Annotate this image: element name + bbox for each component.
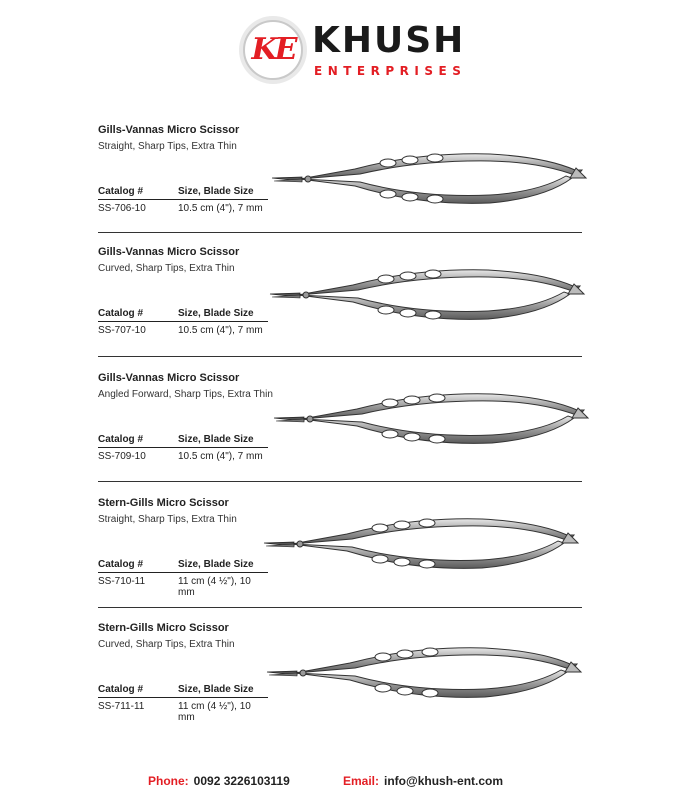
size-header: Size, Blade Size xyxy=(178,434,254,445)
email-address[interactable]: info@khush-ent.com xyxy=(384,774,504,788)
product-entry xyxy=(0,246,689,366)
spec-table xyxy=(98,186,268,214)
product-entry xyxy=(0,622,689,742)
spec-header-row xyxy=(98,559,268,573)
spec-header-row xyxy=(98,186,268,200)
catalog-header: Catalog # xyxy=(98,186,144,197)
spec-header-row xyxy=(98,308,268,322)
scissor-image xyxy=(265,642,585,704)
size-value: 11 cm (4 ½"), 10 mm xyxy=(178,576,251,598)
product-entry xyxy=(0,372,689,492)
spec-table xyxy=(98,559,268,598)
section-divider xyxy=(98,356,582,357)
product-description: Curved, Sharp Tips, Extra Thin xyxy=(98,639,235,650)
size-value: 11 cm (4 ½"), 10 mm xyxy=(178,701,251,723)
catalog-number: SS-709-10 xyxy=(98,451,146,462)
email-contact xyxy=(343,774,503,788)
size-header: Size, Blade Size xyxy=(178,186,254,197)
scissor-image xyxy=(262,513,582,575)
spec-table xyxy=(98,434,268,462)
size-header: Size, Blade Size xyxy=(178,308,254,319)
spec-header-row xyxy=(98,434,268,448)
catalog-header: Catalog # xyxy=(98,308,144,319)
phone-label: Phone: xyxy=(148,774,189,788)
spec-row xyxy=(98,573,268,598)
catalog-header: Catalog # xyxy=(98,684,144,695)
size-value: 10.5 cm (4"), 7 mm xyxy=(178,451,263,462)
spec-row xyxy=(98,698,268,723)
product-entry xyxy=(0,124,689,244)
catalog-number: SS-706-10 xyxy=(98,203,146,214)
brand-subtitle: ENTERPRISES xyxy=(314,64,467,78)
logo-badge xyxy=(243,20,303,80)
company-logo xyxy=(240,13,467,83)
size-header: Size, Blade Size xyxy=(178,559,254,570)
catalog-number: SS-707-10 xyxy=(98,325,146,336)
product-description: Straight, Sharp Tips, Extra Thin xyxy=(98,514,237,525)
spec-table xyxy=(98,684,268,723)
scissor-image xyxy=(272,388,592,450)
catalog-number: SS-710-11 xyxy=(98,576,146,587)
brand-name: KHUSH xyxy=(312,20,466,61)
spec-row xyxy=(98,200,268,214)
product-entry xyxy=(0,497,689,617)
scissor-image xyxy=(270,148,590,210)
section-divider xyxy=(98,232,582,233)
logo-mark: KE xyxy=(251,32,295,67)
product-title: Stern-Gills Micro Scissor xyxy=(98,497,229,509)
catalog-header: Catalog # xyxy=(98,434,144,445)
product-title: Stern-Gills Micro Scissor xyxy=(98,622,229,634)
spec-row xyxy=(98,322,268,336)
section-divider xyxy=(98,481,582,482)
product-title: Gills-Vannas Micro Scissor xyxy=(98,372,240,384)
product-description: Curved, Sharp Tips, Extra Thin xyxy=(98,263,235,274)
catalog-header: Catalog # xyxy=(98,559,144,570)
product-title: Gills-Vannas Micro Scissor xyxy=(98,246,240,258)
phone-number[interactable]: 0092 3226103119 xyxy=(193,774,290,788)
spec-row xyxy=(98,448,268,462)
product-description: Straight, Sharp Tips, Extra Thin xyxy=(98,141,237,152)
phone-contact xyxy=(148,774,290,788)
product-title: Gills-Vannas Micro Scissor xyxy=(98,124,240,136)
size-value: 10.5 cm (4"), 7 mm xyxy=(178,325,263,336)
spec-table xyxy=(98,308,268,336)
section-divider xyxy=(98,607,582,608)
spec-header-row xyxy=(98,684,268,698)
product-description: Angled Forward, Sharp Tips, Extra Thin xyxy=(98,389,273,400)
size-value: 10.5 cm (4"), 7 mm xyxy=(178,203,263,214)
catalog-number: SS-711-11 xyxy=(98,701,145,712)
size-header: Size, Blade Size xyxy=(178,684,254,695)
email-label: Email: xyxy=(343,774,380,788)
scissor-image xyxy=(268,264,588,326)
